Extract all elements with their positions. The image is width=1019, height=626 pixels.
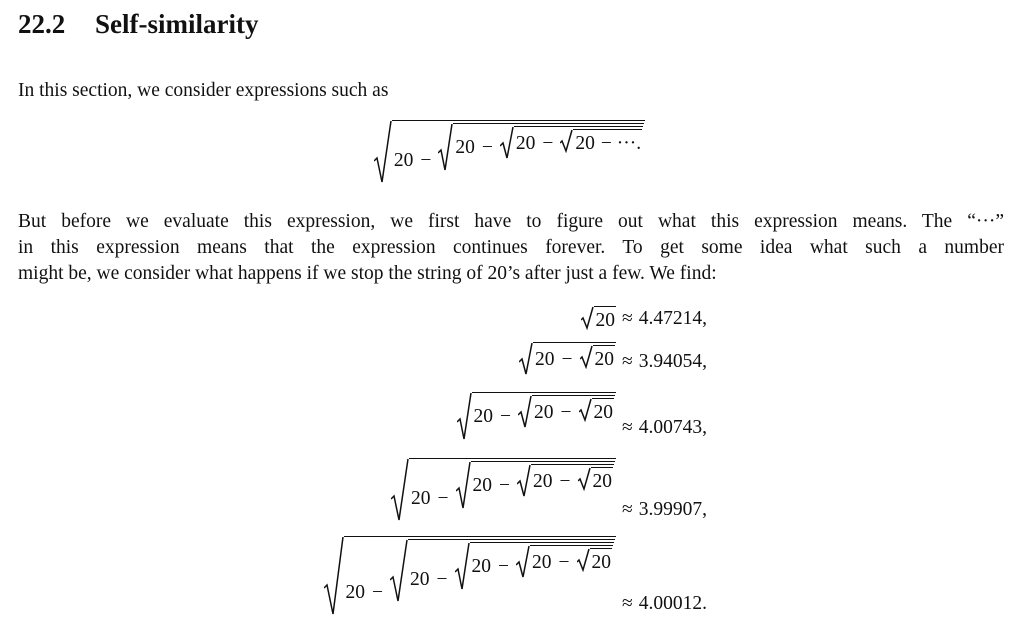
radicand-number: 20 — [393, 150, 414, 171]
radicand-number: 20 — [472, 475, 492, 496]
approx-value: 3.94054, — [638, 351, 707, 372]
minus-sign: − — [558, 552, 570, 573]
paragraph-line: in this expression means that the expression continues forever. To get some idea what such a number — [18, 237, 1004, 258]
approx-symbol: ≈ — [622, 499, 633, 520]
approx-value: 3.99907, — [638, 499, 707, 520]
minus-sign: − — [500, 406, 511, 427]
minus-sign: − — [498, 556, 509, 577]
radicand-number: 20 — [591, 552, 611, 573]
radicand-number: 20 — [455, 137, 475, 158]
approximation-row-4 — [391, 458, 707, 524]
approx-value: 4.00743, — [638, 417, 707, 438]
approx-symbol: ≈ — [622, 351, 633, 372]
radicand-number: 20 — [575, 133, 595, 154]
ellipsis: − ···. — [600, 133, 642, 154]
radicand-number: 20 — [532, 552, 552, 573]
radicand-number: 20 — [345, 582, 365, 603]
radicand-number: 20 — [515, 133, 536, 154]
radicand-number: 20 — [534, 402, 554, 423]
section-number: 22.2 — [18, 9, 66, 39]
display-equation — [0, 120, 1019, 186]
approximation-row-5 — [324, 536, 707, 618]
approximation-row-1 — [581, 306, 707, 333]
minus-sign: − — [481, 137, 493, 158]
nested-radical-infinite — [374, 120, 645, 186]
radicand-number: 20 — [535, 349, 555, 370]
paragraph-line: But before we evaluate this expression, we first have to figure out what this expression means. The “···” — [18, 211, 1004, 232]
paragraph-line: might be, we consider what happens if we stop the string of 20’s after just a few. We find: — [18, 263, 717, 284]
section-title: Self-similarity — [95, 9, 259, 39]
approx-symbol: ≈ — [622, 308, 633, 329]
minus-sign: − — [560, 402, 572, 423]
approx-symbol: ≈ — [622, 593, 633, 614]
radicand-number: 20 — [593, 402, 613, 423]
minus-sign: − — [437, 488, 449, 509]
approx-value: 4.00012. — [638, 593, 707, 614]
radicand-number: 20 — [592, 471, 612, 492]
minus-sign: − — [436, 569, 448, 590]
approximation-row-3 — [457, 392, 707, 442]
radicand-number: 20 — [471, 556, 491, 577]
radicand-number: 20 — [473, 406, 493, 427]
approx-value: 4.47214, — [638, 308, 707, 329]
minus-sign: − — [499, 475, 510, 496]
approximation-row-2 — [519, 342, 707, 376]
radicand-number: 20 — [410, 569, 430, 590]
radicand-number: 20 — [594, 349, 614, 370]
body-paragraph — [18, 209, 1004, 287]
radicand-number: 20 — [411, 488, 431, 509]
approx-symbol: ≈ — [622, 417, 633, 438]
radicand-number: 20 — [595, 310, 615, 331]
intro-text: In this section, we consider expressions such as — [18, 80, 389, 101]
radicand-number: 20 — [533, 471, 553, 492]
minus-sign: − — [561, 349, 573, 370]
minus-sign: − — [542, 133, 554, 154]
minus-sign: − — [372, 582, 383, 603]
minus-sign: − — [559, 471, 571, 492]
section-heading — [18, 4, 258, 44]
minus-sign: − — [420, 150, 432, 171]
